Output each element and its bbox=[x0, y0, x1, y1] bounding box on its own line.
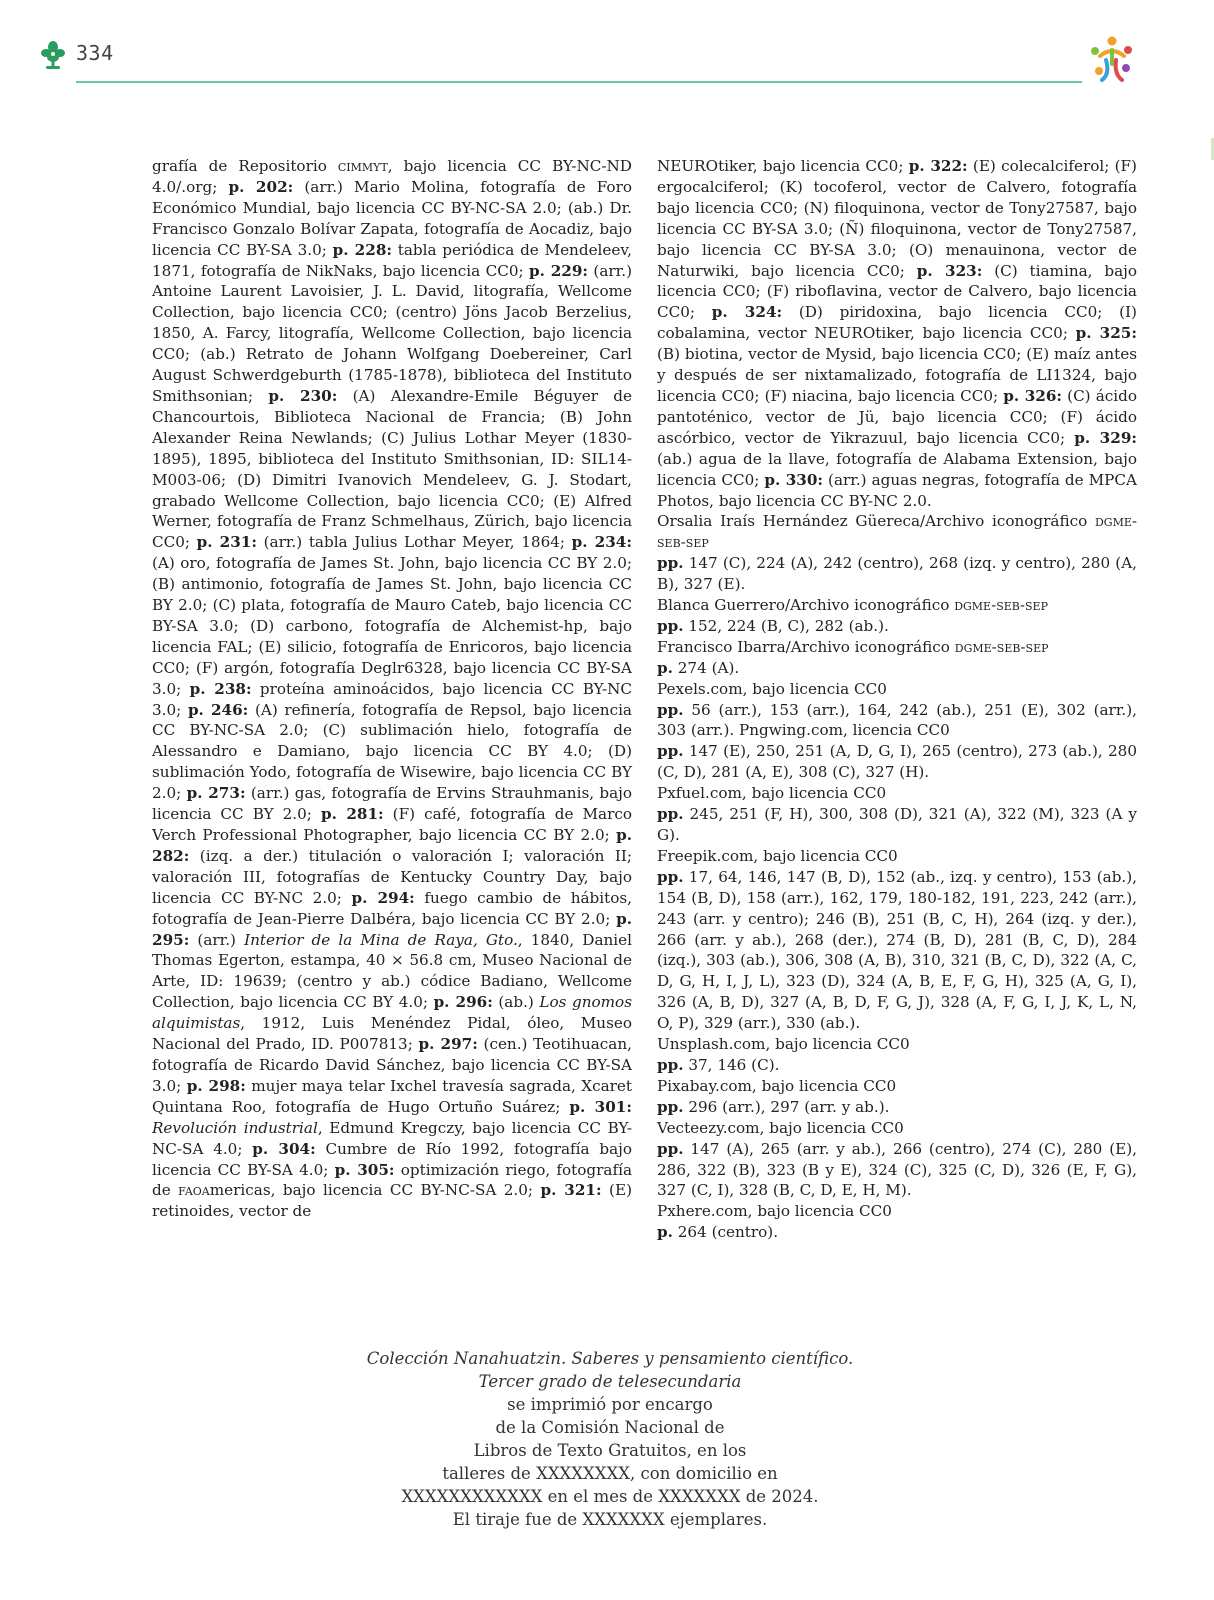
credit-text: (arr.) tabla Julius Lothar Meyer, 1864; bbox=[256, 533, 572, 552]
page-reference: p. 304: bbox=[252, 1139, 316, 1158]
credit-text: (ab.) bbox=[492, 993, 540, 1012]
credits-paragraph bbox=[657, 1097, 1137, 1118]
credit-text: mericas, bajo licencia CC BY-NC-SA 2.0; bbox=[209, 1181, 541, 1200]
credit-text: dgme-seb-sep bbox=[954, 637, 1049, 656]
page-reference: p. 325: bbox=[1075, 324, 1137, 343]
page-reference: p. 234: bbox=[571, 533, 632, 552]
page-reference: p. 296: bbox=[433, 993, 493, 1012]
credit-text: Vecteezy.com, bajo licencia CC0 bbox=[657, 1118, 904, 1137]
page-reference: p. 231: bbox=[196, 533, 257, 552]
credit-text: 147 (E), 250, 251 (A, D, G, I), 265 (centro), 273 (ab.), 280 (C, D), 281 (A, E), 308 (C), 327 (H). bbox=[657, 742, 1137, 782]
credit-text: (C) ácido pantoténico, vector de Jü, bajo licencia CC0; (F) ácido ascórbico, vector de Yikrazuul, bajo licencia CC0; bbox=[657, 386, 1137, 447]
page-reference: p. 305: bbox=[334, 1160, 395, 1179]
credit-text: NEURO bbox=[657, 157, 719, 175]
page-reference: p. 281: bbox=[320, 805, 384, 824]
credit-text: (arr.) Mario Molina, fotografía de Foro Económico Mundial, bajo licencia CC BY-NC-SA 2.0; (ab.) Dr. Francisco Gonzalo Bolívar Zapata, fotografía de Aocadiz, bajo licencia CC BY-SA 3.0; bbox=[152, 177, 632, 259]
page-reference: p. 294: bbox=[351, 888, 415, 907]
page-reference: pp. bbox=[657, 805, 684, 824]
colophon-line: Colección Nanahuatzin. Saberes y pensamiento científico. bbox=[366, 1349, 854, 1368]
page-reference: p. 230: bbox=[268, 386, 338, 405]
page-reference: pp. bbox=[657, 616, 684, 635]
credit-text: (A) Alexandre-Emile Béguyer de Chancourtois, Biblioteca Nacional de Francia; (B) John Alexander Reina Newlands; (C) Julius Lothar Meyer (1830-1895), 1895, biblioteca del Instituto Smithsonian, ID: SIL14-M003-06; (D) Dimitri Ivanovich Mendeleev, G. J. Stodart, grabado Wellcome Collection, bajo licencia CC0; (E) Alfred Werner, fotografía de Franz Schmelhaus, Zürich, bajo licencia CC0; bbox=[152, 386, 633, 552]
colophon-line: Libros de Texto Gratuitos, en los bbox=[473, 1441, 747, 1460]
colophon-line: Tercer grado de telesecundaria bbox=[478, 1372, 742, 1391]
credit-text: Los gnomos alquimistas bbox=[152, 993, 632, 1033]
credit-text: (C) tiamina, bajo licencia CC0; (F) riboflavina, vector de Calvero, bajo licencia CC0; bbox=[657, 261, 1137, 322]
credit-text: 274 (A). bbox=[672, 658, 740, 677]
page-reference: p. 229: bbox=[528, 261, 589, 280]
credits-paragraph bbox=[657, 1201, 1137, 1222]
page-reference: pp. bbox=[657, 554, 684, 573]
credit-text: 56 (arr.), 153 (arr.), 164, 242 (ab.), 251 (E), 302 (arr.), 303 (arr.). Pngwing.com, licencia CC0 bbox=[657, 700, 1137, 740]
credit-text: Francisco Ibarra/Archivo iconográfico bbox=[657, 637, 955, 656]
credits-paragraph bbox=[657, 804, 1137, 846]
green-leaf-ornament-icon bbox=[40, 40, 66, 70]
page-reference: p. bbox=[657, 1223, 673, 1242]
credit-text: Unsplash.com, bajo licencia CC0 bbox=[657, 1035, 910, 1054]
credit-text: (ab.) agua de la llave, fotografía de Alabama Extension, bajo licencia CC0; bbox=[657, 449, 1137, 489]
credit-text: 296 (arr.), 297 (arr. y ab.). bbox=[683, 1097, 890, 1116]
credits-paragraph bbox=[657, 156, 1137, 511]
credit-text: Revolución industrial bbox=[152, 1118, 318, 1137]
page-reference: pp. bbox=[657, 1139, 684, 1158]
credits-paragraph bbox=[657, 1055, 1137, 1076]
credit-text: (E) colecalciferol; (F) ergocalciferol; (K) tocoferol, vector de Calvero, fotografía bajo licencia CC0; (N) filoquinona, vector de Tony27587, bajo licencia CC BY-SA 3.0; (Ñ) filoquinona, vector de Tony27587, bajo licencia CC BY-SA 3.0; (O) menauinona, vector de Naturwiki, bajo licencia CC0; bbox=[657, 157, 1137, 280]
credit-text: NEURO bbox=[814, 324, 876, 343]
credit-text: Pixabay.com, bajo licencia CC0 bbox=[657, 1076, 897, 1095]
page-reference: pp. bbox=[657, 742, 684, 761]
credits-paragraph bbox=[657, 1118, 1137, 1139]
page-reference: pp. bbox=[657, 1097, 684, 1116]
credit-text: 147 (C), 224 (A), 242 (centro), 268 (izq. y centro), 280 (A, B), 327 (E). bbox=[657, 554, 1137, 594]
credit-text: (E) retinoides, vector de bbox=[152, 1181, 632, 1221]
credit-text: Pxfuel.com, bajo licencia CC0 bbox=[657, 784, 887, 803]
credits-paragraph bbox=[657, 783, 1137, 804]
colophon-line: XXXXXXXXXXXX en el mes de XXXXXXX de 2024. bbox=[401, 1487, 819, 1506]
credits-paragraph bbox=[657, 867, 1137, 1034]
credit-text: Orsalia Iraís Hernández Güereca/Archivo iconográfico bbox=[657, 512, 1095, 531]
colophon-line: se imprimió por encargo bbox=[507, 1395, 713, 1414]
credit-text: tiker, bajo licencia CC0; bbox=[718, 157, 909, 175]
credits-paragraph bbox=[657, 1076, 1137, 1097]
credits-paragraph bbox=[657, 616, 1137, 637]
page-reference: p. 323: bbox=[916, 261, 983, 280]
page-reference: p. 282: bbox=[152, 826, 632, 865]
credit-text: , bajo licencia CC BY-NC-ND 4.0/.org; bbox=[152, 157, 632, 196]
page-reference: p. 297: bbox=[418, 1035, 478, 1054]
credit-text: optimización riego, fotografía de bbox=[152, 1160, 632, 1200]
credit-text: (F) café, fotografía de Marco Verch Professional Photographer, bajo licencia CC BY 2.0; bbox=[152, 805, 632, 844]
credit-text: (izq. a der.) titulación o valoración I; valoración II; valoración III, fotografías de Kentucky Country Day, bajo licencia CC BY-NC 2.0; bbox=[152, 846, 632, 907]
credits-paragraph bbox=[657, 1139, 1137, 1202]
colophon bbox=[260, 1347, 960, 1531]
credit-text: tabla periódica de Mendeleev, 1871, fotografía de NikNaks, bajo licencia CC0; bbox=[152, 240, 632, 280]
page-reference: p. 326: bbox=[1003, 386, 1063, 405]
credit-text: (cen.) Teotihuacan, fotografía de Ricardo David Sánchez, bajo licencia CC BY-SA 3.0; bbox=[152, 1035, 632, 1095]
page-reference: pp. bbox=[657, 700, 684, 719]
page-reference: p. 298: bbox=[186, 1076, 246, 1095]
credits-paragraph bbox=[657, 846, 1137, 867]
credit-text: dgme-seb-sep bbox=[657, 512, 1137, 552]
credit-text: (arr.) aguas negras, fotografía de MPCA Photos, bajo licencia CC BY-NC 2.0. bbox=[657, 470, 1137, 510]
credit-text: (A) refinería, fotografía de Repsol, bajo licencia CC BY-NC-SA 2.0; (C) sublimación hielo, fotografía de Alessandro e Damiano, bajo licencia CC BY 4.0; (D) sublimación Yodo, fotografía de Wisewire, bajo licencia CC BY 2.0; bbox=[152, 700, 632, 803]
credit-text: Pexels.com, bajo licencia CC0 bbox=[657, 679, 887, 698]
credit-text: Blanca Guerrero/Archivo iconográfico bbox=[657, 596, 955, 615]
page-reference: pp. bbox=[657, 867, 684, 886]
credit-text: 147 (A), 265 (arr. y ab.), 266 (centro), 274 (C), 280 (E), 286, 322 (B), 323 (B y E), 324 (C), 325 (C, D), 326 (E, F, G), 327 (C, I), 328 (B, C, D, E, H, M). bbox=[657, 1139, 1137, 1200]
page-reference: p. 301: bbox=[569, 1097, 632, 1116]
credit-text: , 1840, Daniel Thomas Egerton, estampa, 40 × 56.8 cm, Museo Nacional de Arte, ID: 19639; (centro y ab.) códice Badiano, Wellcome Collection, bajo licencia CC BY 4.0; bbox=[152, 930, 632, 1012]
credit-text: faoa bbox=[178, 1181, 210, 1200]
page-reference: pp. bbox=[657, 1055, 684, 1074]
credit-text: dgme-seb-sep bbox=[954, 596, 1048, 615]
credits-paragraph bbox=[657, 658, 1137, 679]
page-reference: p. 329: bbox=[1074, 428, 1137, 447]
credits-paragraph bbox=[657, 511, 1137, 553]
credit-text: Freepik.com, bajo licencia CC0 bbox=[657, 846, 898, 865]
credit-text: Interior de la Mina de Raya, Gto. bbox=[244, 930, 518, 949]
credit-text: (B) biotina, vector de Mysid, bajo licencia CC0; (E) maíz antes y después de ser nixtamalizado, fotografía de LI1324, bajo licencia CC0; (F) niacina, bajo licencia CC0; bbox=[657, 345, 1137, 405]
page-reference: p. 228: bbox=[332, 240, 392, 259]
credit-text: cimmyt bbox=[337, 157, 388, 175]
credit-text: 264 (centro). bbox=[672, 1223, 779, 1242]
credit-text: 37, 146 (C). bbox=[683, 1055, 780, 1074]
page-reference: p. 202: bbox=[228, 177, 294, 196]
credit-text: grafía de Repositorio bbox=[152, 157, 338, 175]
credit-text: 245, 251 (F, H), 300, 308 (D), 321 (A), 322 (M), 323 (A y G). bbox=[657, 805, 1137, 844]
credits-paragraph bbox=[657, 637, 1137, 658]
page-reference: p. 321: bbox=[540, 1181, 602, 1200]
page-reference: p. 246: bbox=[187, 700, 249, 719]
credit-text: (arr.) Antoine Laurent Lavoisier, J. L. David, litografía, Wellcome Collection, bajo licencia CC0; (centro) Jöns Jacob Berzelius, 1850, A. Farcy, litografía, Wellcome Collection, bajo licencia CC0; (ab.) Retrato de Johann Wolfgang Doebereiner, Carl August Schwerdgeburth (1785-1878), biblioteca del Instituto Smithsonian; bbox=[152, 261, 632, 405]
credit-text: tiker, bajo licencia CC0; bbox=[875, 324, 1076, 343]
page-reference: p. 295: bbox=[152, 909, 632, 949]
page-reference: p. 324: bbox=[711, 303, 783, 322]
page-reference: p. 273: bbox=[186, 784, 246, 803]
credit-text: (arr.) gas, fotografía de Ervins Strauhmanis, bajo licencia CC BY 2.0; bbox=[152, 784, 632, 824]
page-reference: p. 330: bbox=[764, 470, 824, 489]
colophon-line: El tiraje fue de XXXXXXX ejemplares. bbox=[452, 1510, 768, 1529]
credit-text: 152, 224 (B, C), 282 (ab.). bbox=[683, 616, 889, 635]
credit-text: Cumbre de Río 1992, fotografía bajo licencia CC BY-SA 4.0; bbox=[152, 1139, 633, 1179]
credits-paragraph bbox=[657, 553, 1137, 595]
credits-paragraph bbox=[657, 1034, 1137, 1055]
credit-text: (D) piridoxina, bajo licencia CC0; (I) cobalamina, vector bbox=[657, 303, 1137, 343]
credits-paragraph bbox=[657, 595, 1137, 616]
credits-right-column bbox=[657, 156, 1137, 1243]
page-number: 334 bbox=[76, 41, 114, 65]
credit-text: mujer maya telar Ixchel travesía sagrada, Xcaret Quintana Roo, fotografía de Hugo Ortuño Suárez; bbox=[152, 1076, 632, 1116]
credits-paragraph bbox=[657, 700, 1137, 742]
colophon-line: talleres de XXXXXXXX, con domicilio en bbox=[442, 1464, 778, 1483]
page-reference: p. 322: bbox=[908, 157, 968, 175]
credit-text: 17, 64, 146, 147 (B, D), 152 (ab., izq. y centro), 153 (ab.), 154 (B, D), 158 (arr.), 162, 179, 180-182, 191, 223, 242 (arr.), 243 (arr. y centro); 246 (B), 251 (B, C, H), 264 (izq. y der.), 266 (arr. y ab.), 268 (der.), 274 (B, D), 281 (B, C, D), 284 (izq.), 303 (ab.), 306, 308 (A, B), 310, 321 (B, C, D), 322 (A, C, D, G, H, I, J, L), 323 (D), 324 (A, B, E, F, G, H), 325 (A, G, I), 326 (A, B, D), 327 (A, B, D, F, G, J), 328 (A, F, G, I, J, K, L, N, O, P), 329 (arr.), 330 (ab.). bbox=[657, 867, 1137, 1033]
credit-text: (A) oro, fotografía de James St. John, bajo licencia CC BY 2.0; (B) antimonio, fotografía de James St. John, bajo licencia CC BY 2.0; (C) plata, fotografía de Mauro Cateb, bajo licencia CC BY-SA 3.0; (D) carbono, fotografía de Alchemist-hp, bajo licencia FAL; (E) silicio, fotografía de Enricoros, bajo licencia CC0; (F) argón, fotografía Deglr6328, bajo licencia CC BY-SA 3.0; bbox=[152, 554, 632, 698]
credit-text: , 1912, Luis Menéndez Pidal, óleo, Museo Nacional del Prado, ID. P007813; bbox=[152, 1014, 632, 1054]
credit-text: fuego cambio de hábitos, fotografía de Jean-Pierre Dalbéra, bajo licencia CC BY 2.0; bbox=[152, 888, 632, 928]
credits-left-column bbox=[152, 156, 632, 1222]
page-reference: p. 238: bbox=[189, 679, 252, 698]
colophon-line: de la Comisión Nacional de bbox=[495, 1418, 725, 1437]
credit-text: Pxhere.com, bajo licencia CC0 bbox=[657, 1202, 892, 1221]
credit-text: , Edmund Kregczy, bajo licencia CC BY-NC-SA 4.0; bbox=[152, 1118, 632, 1158]
credit-text: (arr.) bbox=[189, 930, 245, 949]
credits-paragraph bbox=[657, 1222, 1137, 1243]
header-rule bbox=[76, 81, 1082, 83]
page-reference: p. bbox=[657, 658, 673, 677]
credits-paragraph bbox=[152, 156, 632, 1222]
credits-paragraph bbox=[657, 741, 1137, 783]
credits-paragraph bbox=[657, 679, 1137, 700]
credit-text: proteína aminoácidos, bajo licencia CC BY-NC 3.0; bbox=[152, 679, 632, 719]
colorful-figures-logo bbox=[1086, 34, 1138, 86]
